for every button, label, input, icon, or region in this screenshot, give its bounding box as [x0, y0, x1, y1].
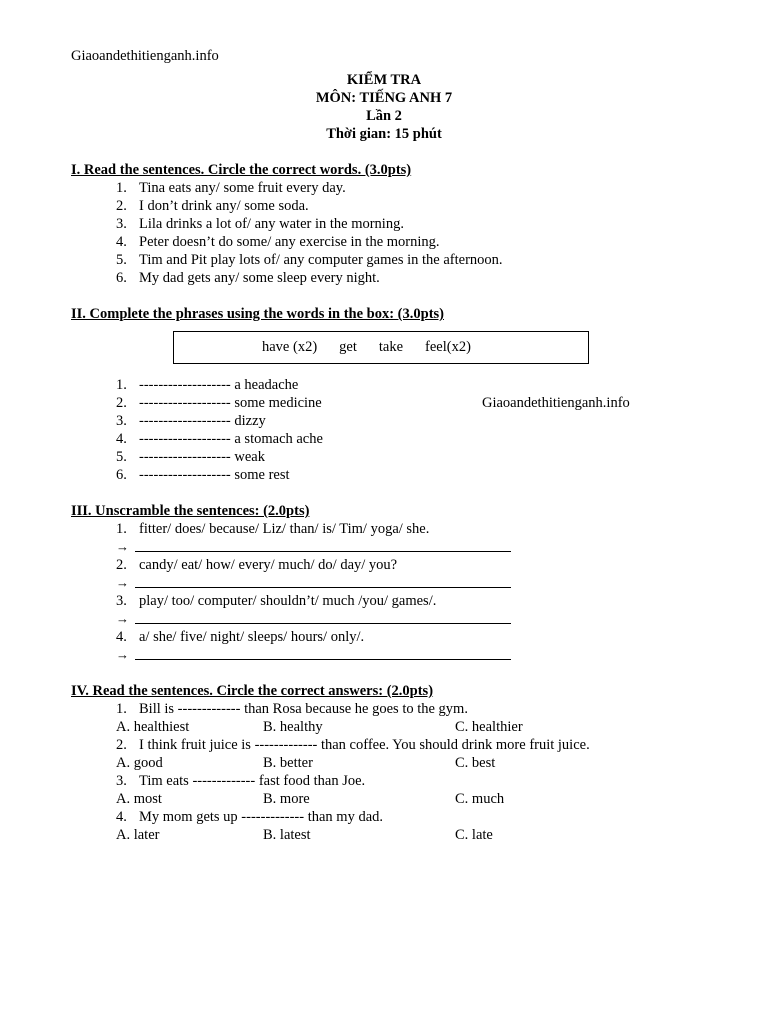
choice-a[interactable]: A. most [116, 791, 162, 807]
answer-line[interactable] [71, 574, 711, 592]
word-have: have (x2) [262, 339, 318, 355]
list-item: 4. ------------------- a stomach ache [116, 431, 323, 447]
choice-b[interactable]: B. healthy [263, 719, 323, 735]
choice-b[interactable]: B. more [263, 791, 310, 807]
word-box [173, 331, 589, 364]
list-item: 2. ------------------- some medicine [116, 395, 322, 411]
choice-c[interactable]: C. late [455, 827, 493, 843]
list-item: 6. My dad gets any/ some sleep every night. [116, 270, 380, 286]
answer-blank[interactable] [135, 587, 511, 588]
section-2-list [71, 376, 711, 484]
scramble-item: 1. fitter/ does/ because/ Liz/ than/ is/ Tim/ yoga/ she. [116, 521, 430, 537]
scramble-item: 2. candy/ eat/ how/ every/ much/ do/ day/ you? [116, 557, 398, 573]
scramble-item: 4. a/ she/ five/ night/ sleeps/ hours/ only/. [116, 629, 365, 645]
choice-b[interactable]: B. better [263, 755, 313, 771]
word-get: get [339, 339, 357, 355]
section-1-title: I. Read the sentences. Circle the correct words. (3.0pts) [71, 162, 412, 178]
arrow-icon: → [116, 647, 129, 662]
list-item: 5. Tim and Pit play lots of/ any computer games in the afternoon. [116, 252, 503, 268]
answer-choices [71, 826, 711, 844]
scramble-item: 3. play/ too/ computer/ shouldn’t/ much /you/ games/. [116, 593, 437, 609]
choice-c[interactable]: C. best [455, 755, 496, 771]
section-3-title: III. Unscramble the sentences: (2.0pts) [71, 503, 310, 519]
question-text: 3. Tim eats ------------- fast food than Joe. [116, 773, 366, 789]
section-4-title: IV. Read the sentences. Circle the correct answers: (2.0pts) [71, 683, 434, 699]
section-1-list [71, 179, 711, 287]
duration-line: Thời gian: 15 phút [326, 126, 442, 142]
answer-choices [71, 718, 711, 736]
choice-a[interactable]: A. good [116, 755, 163, 771]
list-item: 2. I don’t drink any/ some soda. [116, 198, 309, 214]
choice-c[interactable]: C. healthier [455, 719, 523, 735]
test-title [71, 71, 697, 143]
answer-line[interactable] [71, 538, 711, 556]
list-item: 1. ------------------- a headache [116, 377, 299, 393]
title-line: KIỂM TRA [346, 72, 422, 88]
choice-c[interactable]: C. much [455, 791, 505, 807]
question-text: 2. I think fruit juice is ------------- than coffee. You should drink more fruit juice. [116, 737, 590, 753]
answer-choices [71, 790, 711, 808]
answer-choices [71, 754, 711, 772]
list-item: 6. ------------------- some rest [116, 467, 290, 483]
subject-line: MÔN: TIẾNG ANH 7 [315, 90, 453, 106]
site-watermark-2: Giaoandethitienganh.info [482, 395, 630, 411]
question-text: 1. Bill is ------------- than Rosa because he goes to the gym. [116, 701, 468, 717]
list-item: 5. ------------------- weak [116, 449, 265, 465]
list-item: 3. Lila drinks a lot of/ any water in the morning. [116, 216, 404, 232]
question-text: 4. My mom gets up ------------- than my dad. [116, 809, 384, 825]
word-take: take [378, 339, 404, 355]
answer-blank[interactable] [135, 551, 511, 552]
list-item: 4. Peter doesn’t do some/ any exercise in the morning. [116, 234, 440, 250]
answer-line[interactable] [71, 610, 711, 628]
answer-line[interactable] [71, 646, 711, 664]
section-2-title: II. Complete the phrases using the words in the box: (3.0pts) [71, 306, 444, 322]
arrow-icon: → [116, 611, 129, 626]
site-watermark: Giaoandethitienganh.info [71, 48, 219, 64]
worksheet-page [71, 47, 711, 844]
attempt-line: Lần 2 [366, 108, 402, 124]
choice-b[interactable]: B. latest [263, 827, 311, 843]
choice-a[interactable]: A. later [116, 827, 160, 843]
arrow-icon: → [116, 575, 129, 590]
choice-a[interactable]: A. healthiest [116, 719, 190, 735]
word-feel: feel(x2) [425, 339, 471, 355]
list-item: 1. Tina eats any/ some fruit every day. [116, 180, 346, 196]
arrow-icon: → [116, 539, 129, 554]
answer-blank[interactable] [135, 623, 511, 624]
list-item: 3. ------------------- dizzy [116, 413, 266, 429]
answer-blank[interactable] [135, 659, 511, 660]
